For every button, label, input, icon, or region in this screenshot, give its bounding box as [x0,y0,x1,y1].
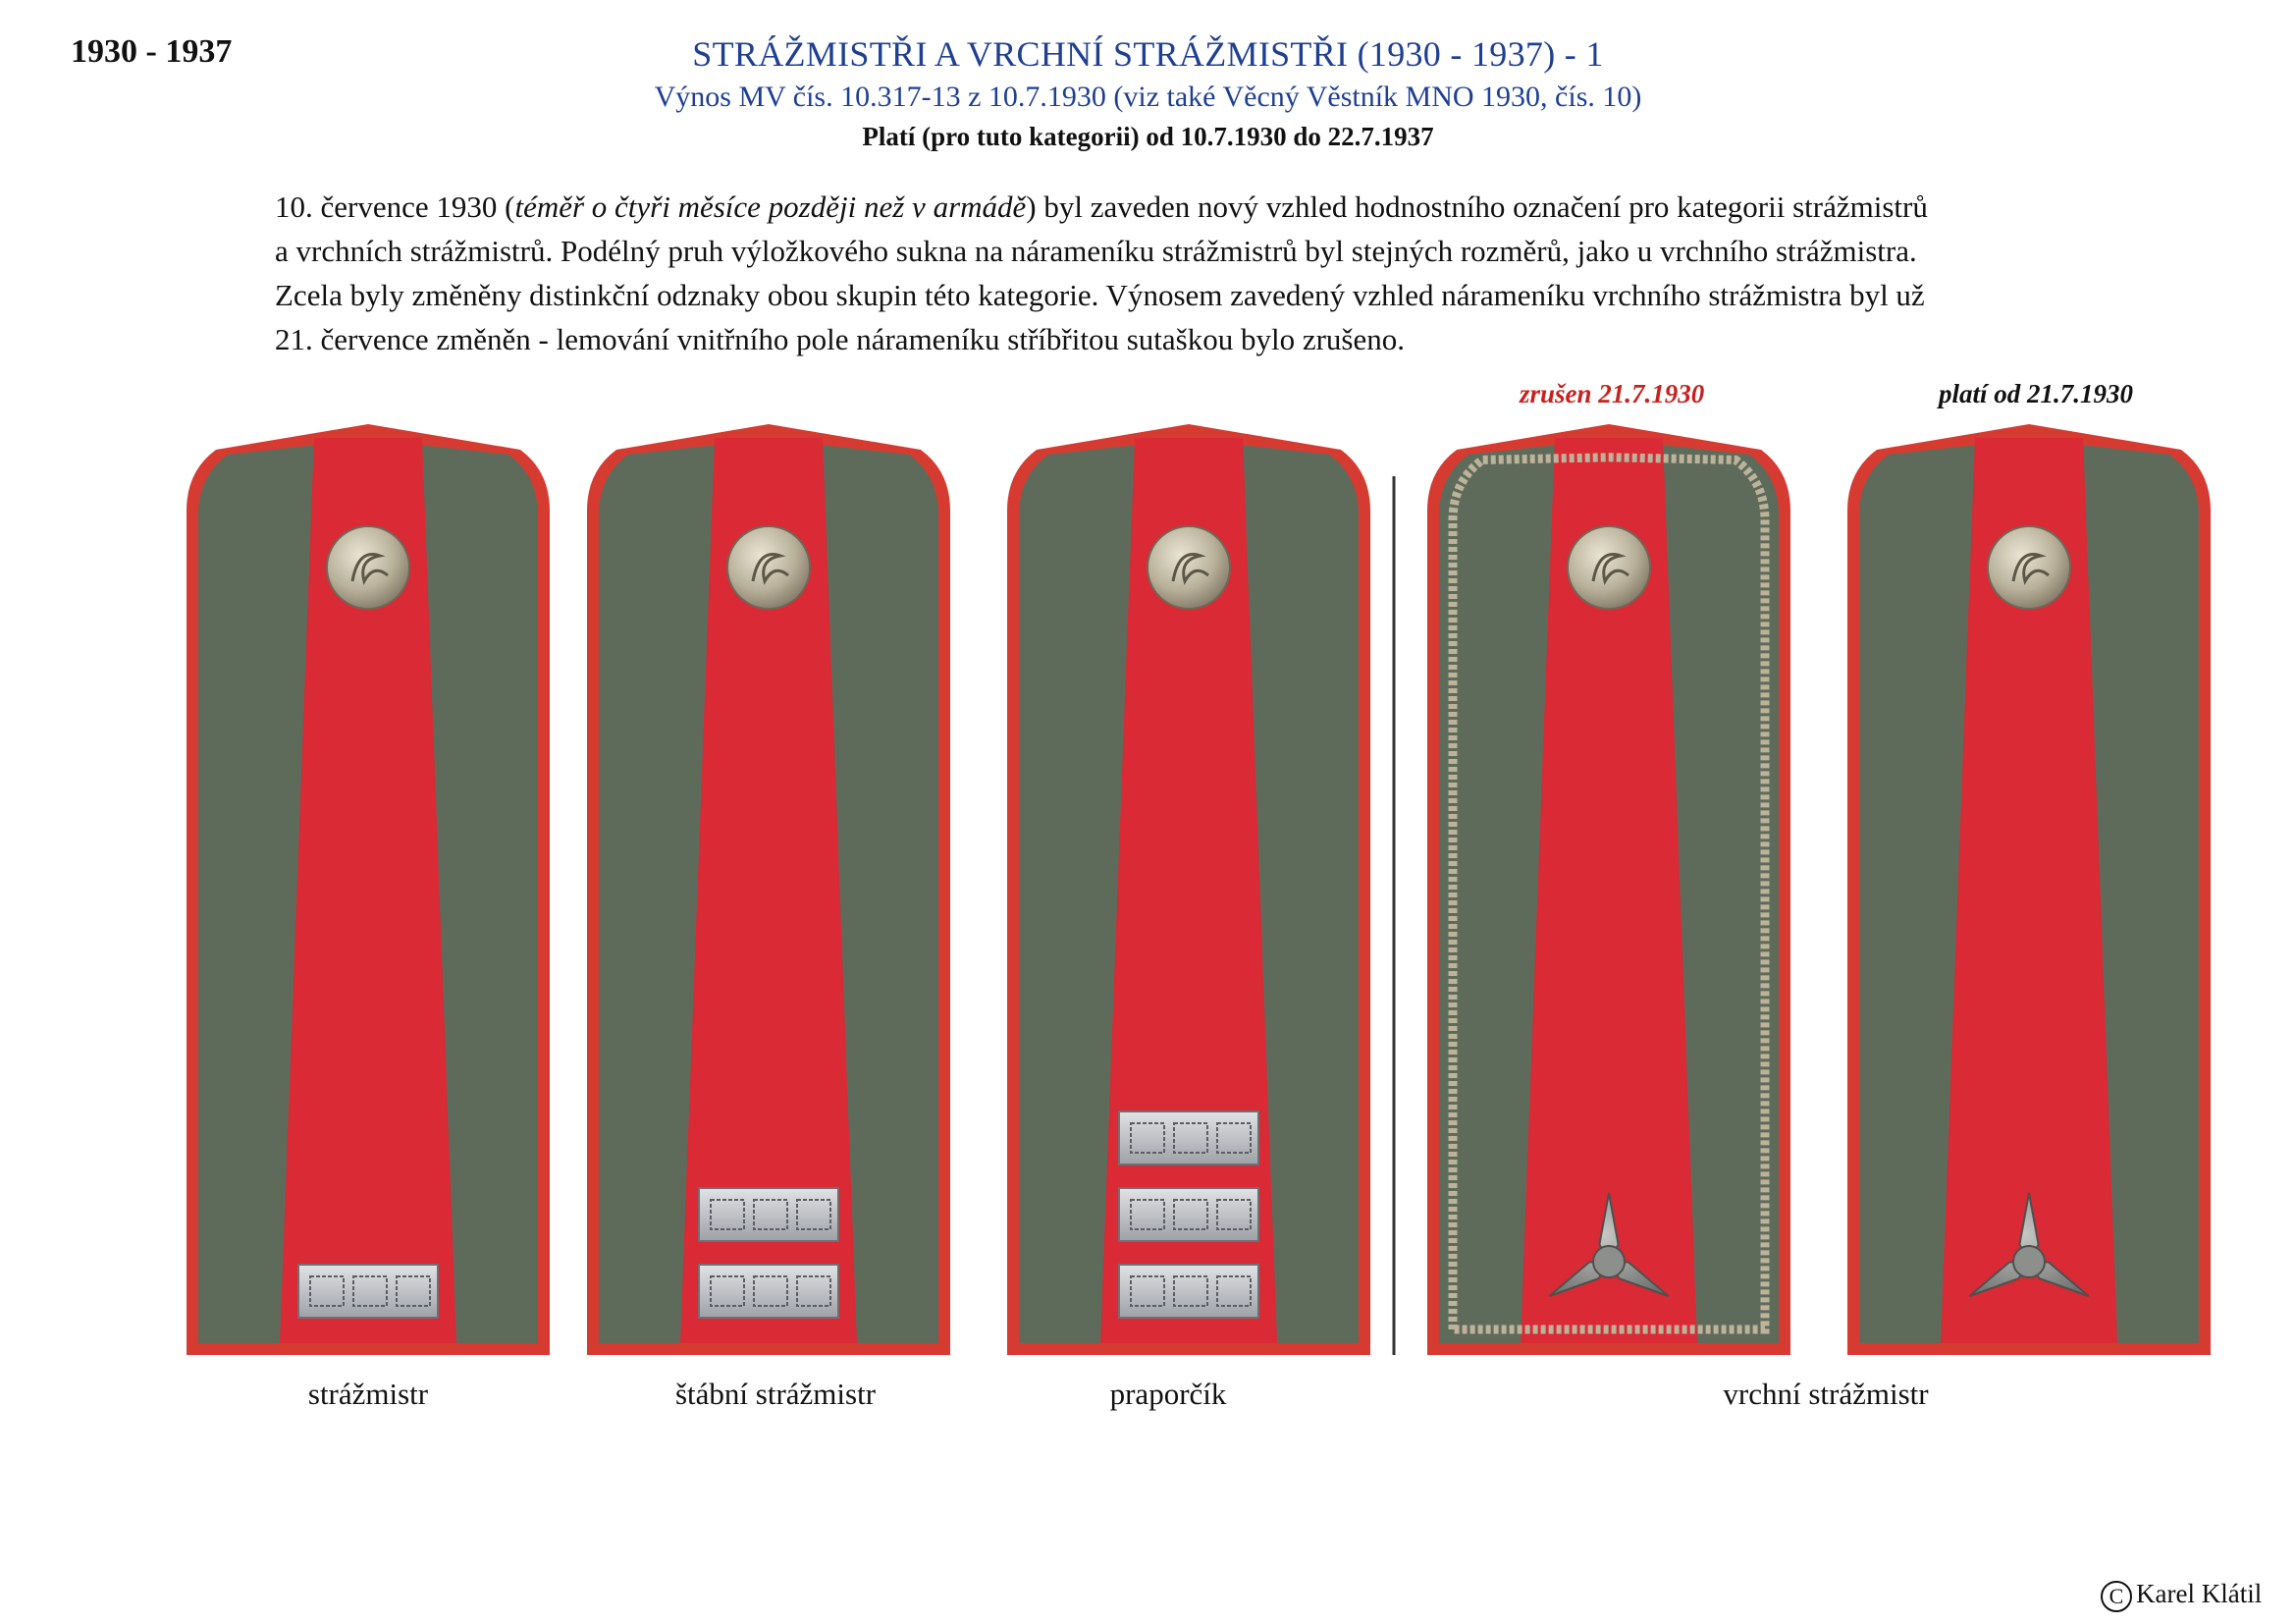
intro-text: 10. července 1930 ( [275,189,515,224]
silver-bar [1119,1265,1258,1318]
validity-line: Platí (pro tuto kategorii) od 10.7.1930 do 22.7.1937 [862,122,1434,151]
star-center [2013,1246,2045,1277]
button-icon [1988,526,2070,609]
caption-strazmistr: strážmistr [307,1377,429,1411]
note-abolished: zrušen 21.7.1930 [1520,379,1705,408]
button-icon [727,526,810,609]
caption-praporcik: praporčík [1109,1377,1227,1411]
shoulder-board [1847,424,2211,1355]
shoulder-board [187,424,550,1355]
button-icon [327,526,409,609]
intro-emphasis: téměř o čtyři měsíce později než v armádě [514,189,1027,224]
star-center [1593,1246,1625,1277]
page-title: STRÁŽMISTŘI A VRCHNÍ STRÁŽMISTŘI (1930 - 1937) - 1 [692,34,1604,74]
shoulder-board [1427,424,1790,1355]
intro-line-3: Zcela byly změněny distinkční odznaky obou skupin této kategorie. Výnosem zavedený vzhled nárameníku vrchního strážmistra byl už [275,278,1925,312]
silver-bar [699,1265,838,1318]
intro-text: ) byl zaveden nový vzhled hodnostního označení pro kategorii strážmistrů [1026,189,1928,224]
intro-line-4: 21. července změněn - lemování vnitřního pole nárameníku stříbřitou sutaškou bylo zrušeno. [275,322,1405,356]
silver-bar [1119,1111,1258,1164]
silver-bar [699,1188,838,1241]
caption-stabni-strazmistr: štábní strážmistr [674,1377,877,1411]
shoulder-board [1007,424,1370,1355]
button-icon [1148,526,1230,609]
shoulder-board [587,424,950,1355]
button-icon [1568,526,1650,609]
caption-vrchni-strazmistr: vrchní strážmistr [1723,1377,1929,1411]
copyright-notice [2101,1579,2262,1612]
intro-line-2: a vrchních strážmistrů. Podélný pruh výložkového sukna na nárameníku strážmistrů byl stejných rozměrů, jako u vrchního strážmistra. [275,234,1917,268]
copyright-author: Karel Klátil [2136,1579,2263,1608]
silver-bar [1119,1188,1258,1241]
page-subtitle: Výnos MV čís. 10.317-13 z 10.7.1930 (viz také Věcný Věstník MNO 1930, čís. 10) [654,81,1642,113]
note-valid: platí od 21.7.1930 [1939,379,2134,408]
silver-bar [298,1265,438,1318]
years-label: 1930 - 1937 [71,33,233,70]
copyright-icon: C [2101,1581,2132,1612]
